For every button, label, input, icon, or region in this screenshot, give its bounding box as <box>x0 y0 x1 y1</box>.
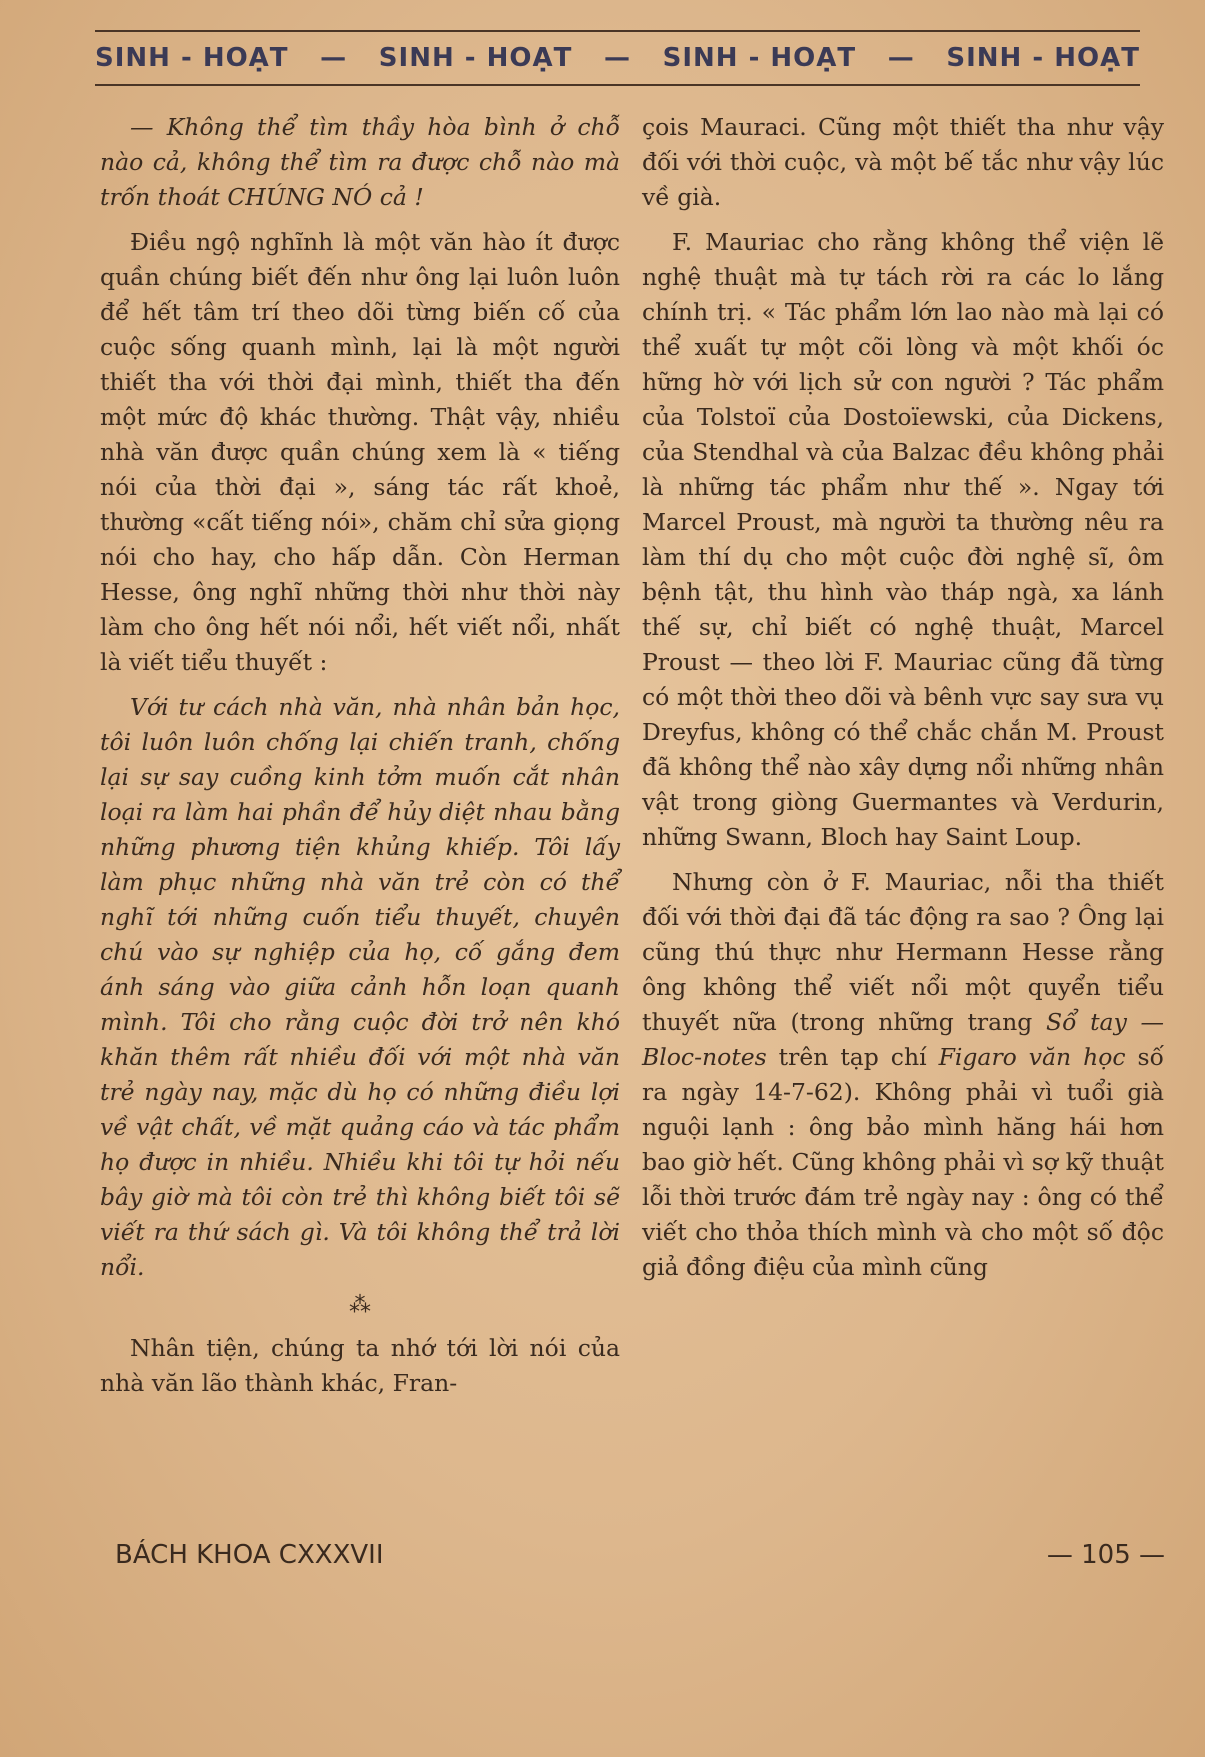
text-run: trên tạp chí <box>766 1043 939 1071</box>
running-header <box>95 30 1140 86</box>
body-paragraph <box>642 865 1164 1285</box>
text-run: Nhưng còn ở F. Mauriac, nỗi tha thiết đối với thời đại đã tác động ra sao ? Ông lại cũng thú thực như Hermann Hesse rằng ông không thể viết nổi một quyển tiểu thuyết nữa (trong những trang <box>642 868 1164 1036</box>
publication-name: BÁCH KHOA CXXXVII <box>115 1540 384 1570</box>
header-item: SINH - HOẠT <box>378 43 573 73</box>
left-column <box>100 110 620 1411</box>
body-paragraph: F. Mauriac cho rằng không thể viện lẽ nghệ thuật mà tự tách rời ra các lo lắng chính trị. « Tác phẩm lớn lao nào mà lại có thể xuất tự một cõi lòng và một khối óc hững hờ với lịch sử con người ? Tác phẩm của Tolstoï của Dostoïewski, của Dickens, của Stendhal và của Balzac đều không phải là những tác phẩm như thế ». Ngay tới Marcel Proust, mà người ta thường nêu ra làm thí dụ cho một cuộc đời nghệ sĩ, ôm bệnh tật, thu hình vào tháp ngà, xa lánh thế sự, chỉ biết có nghệ thuật, Marcel Proust — theo lời F. Mauriac cũng đã từng có một thời theo dõi và bênh vực say sưa vụ Dreyfus, không có thể chắc chắn M. Proust đã không thể nào xây dựng nổi những nhân vật trong giòng Guermantes và Verdurin, những Swann, Bloch hay Saint Loup. <box>642 228 1164 851</box>
body-paragraph: çois Mauraci. Cũng một thiết tha như vậy đối với thời cuộc, và một bế tắc như vậy lúc về già. <box>642 113 1164 211</box>
header-dash: — <box>603 43 631 73</box>
journal-title: Figaro văn học <box>938 1043 1126 1071</box>
header-item: SINH - HOẠT <box>662 43 857 73</box>
opening-quote-text: — Không thể tìm thầy hòa bình ở chỗ nào cả, không thể tìm ra được chỗ nào mà trốn thoát <box>100 113 620 211</box>
opening-quote <box>100 110 620 215</box>
header-item: SINH - HOẠT <box>946 43 1140 73</box>
body-paragraph: Điều ngộ nghĩnh là một văn hào ít được quần chúng biết đến như ông lại luôn luôn để hết tâm trí theo dõi từng biến cố của cuộc sống quanh mình, lại là một người thiết tha với thời đại mình, thiết tha đến một mức độ khác thường. Thật vậy, nhiều nhà văn được quần chúng xem là « tiếng nói của thời đại », sáng tác rất khoẻ, thường «cất tiếng nói», chăm chỉ sửa giọng nói cho hay, cho hấp dẫn. Còn Herman Hesse, ông nghĩ những thời như thời này làm cho ông hết nói nổi, hết viết nổi, nhất là viết tiểu thuyết : <box>100 228 620 676</box>
text-run: số ra ngày 14-7-62). Không phải vì tuổi già nguội lạnh : ông bảo mình hăng hái hơn bao giờ hết. Cũng không phải vì sợ kỹ thuật lỗi thời trước đám trẻ ngày nay : ông có thể viết cho thỏa thích mình và cho một số độc giả đồng điệu của mình cũng <box>642 1043 1164 1281</box>
page-footer <box>115 1540 1165 1570</box>
page-number: — 105 — <box>1046 1540 1165 1570</box>
section-separator: ⁂ <box>349 1293 371 1318</box>
right-column <box>642 110 1164 1295</box>
opening-quote-emphasis: CHÚNG NÓ <box>227 183 373 211</box>
header-dash: — <box>887 43 915 73</box>
header-dash: — <box>320 43 348 73</box>
header-item: SINH - HOẠT <box>95 43 289 73</box>
body-paragraph: Nhân tiện, chúng ta nhớ tới lời nói của nhà văn lão thành khác, Fran- <box>100 1334 620 1397</box>
hesse-quote: Với tư cách nhà văn, nhà nhân bản học, tôi luôn luôn chống lại chiến tranh, chống lại sự say cuồng kinh tởm muốn cắt nhân loại ra làm hai phần để hủy diệt nhau bằng những phương tiện khủng khiếp. Tôi lấy làm phục những nhà văn trẻ còn có thể nghĩ tới những cuốn tiểu thuyết, chuyên chú vào sự nghiệp của họ, cố gắng đem ánh sáng vào giữa cảnh hỗn loạn quanh mình. Tôi cho rằng cuộc đời trở nên khó khăn thêm rất nhiều đối với một nhà văn trẻ ngày nay, mặc dù họ có những điều lợi về vật chất, về mặt quảng cáo và tác phẩm họ được in nhiều. Nhiều khi tôi tự hỏi nếu bây giờ mà tôi còn trẻ thì không biết tôi sẽ viết ra thứ sách gì. Và tôi không thể trả lời nổi. <box>100 693 620 1281</box>
book-title: Sổ tay — Bloc-notes <box>642 1008 1164 1071</box>
opening-quote-end: cả ! <box>372 183 424 211</box>
